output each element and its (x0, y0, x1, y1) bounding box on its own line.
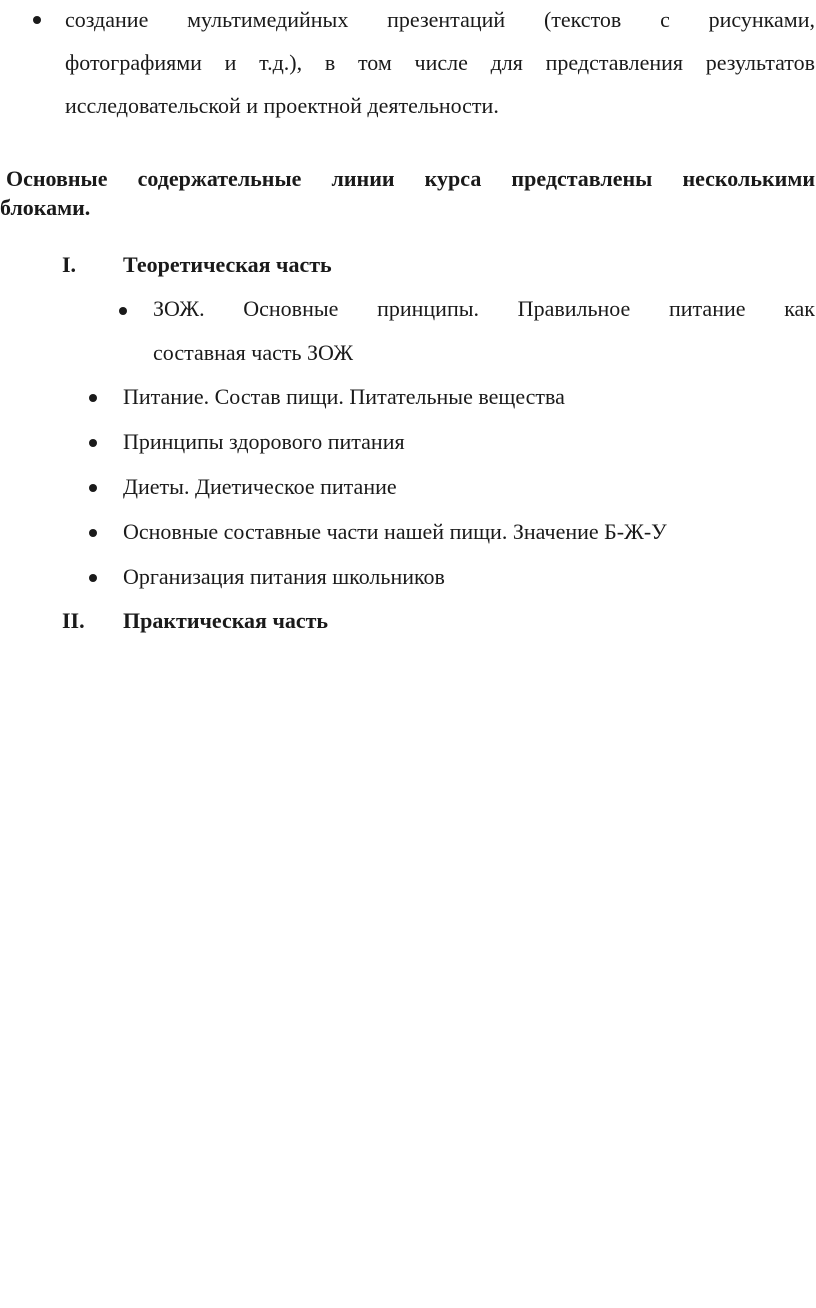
bullet-icon (119, 307, 127, 315)
list-item-text: Диеты. Диетическое питание (123, 474, 397, 499)
bullet-icon (89, 484, 97, 492)
bullet-icon (89, 439, 97, 447)
part-1-title: Теоретическая часть (123, 252, 332, 277)
section-intro-line-1: Основные содержательные линии курса представлены несколькими (6, 166, 815, 191)
bullet-icon (89, 529, 97, 537)
bullet-icon (89, 394, 97, 402)
intro-bullet-line-3: исследовательской и проектной деятельности. (65, 93, 499, 118)
intro-bullet-line-1: создание мультимедийных презентаций (текстов с рисунками, (65, 7, 815, 32)
list-item-text: Организация питания школьников (123, 564, 445, 589)
list-item-text: Основные составные части нашей пищи. Значение Б-Ж-У (123, 519, 667, 544)
bullet-icon (89, 574, 97, 582)
section-intro-line-2: блоками. (0, 195, 91, 220)
bullet-icon (33, 16, 41, 24)
list-item-text: Принципы здорового питания (123, 429, 405, 454)
part-1-numeral: I. (62, 252, 77, 277)
nested-item-line-1: ЗОЖ. Основные принципы. Правильное питание как (153, 296, 815, 321)
part-2-title: Практическая часть (123, 608, 329, 633)
list-item-text: Питание. Состав пищи. Питательные вещества (123, 384, 565, 409)
nested-item-line-2: составная часть ЗОЖ (153, 340, 354, 365)
part-2-numeral: II. (62, 608, 85, 633)
intro-bullet-line-2: фотографиями и т.д.), в том числе для представления результатов (65, 50, 815, 75)
